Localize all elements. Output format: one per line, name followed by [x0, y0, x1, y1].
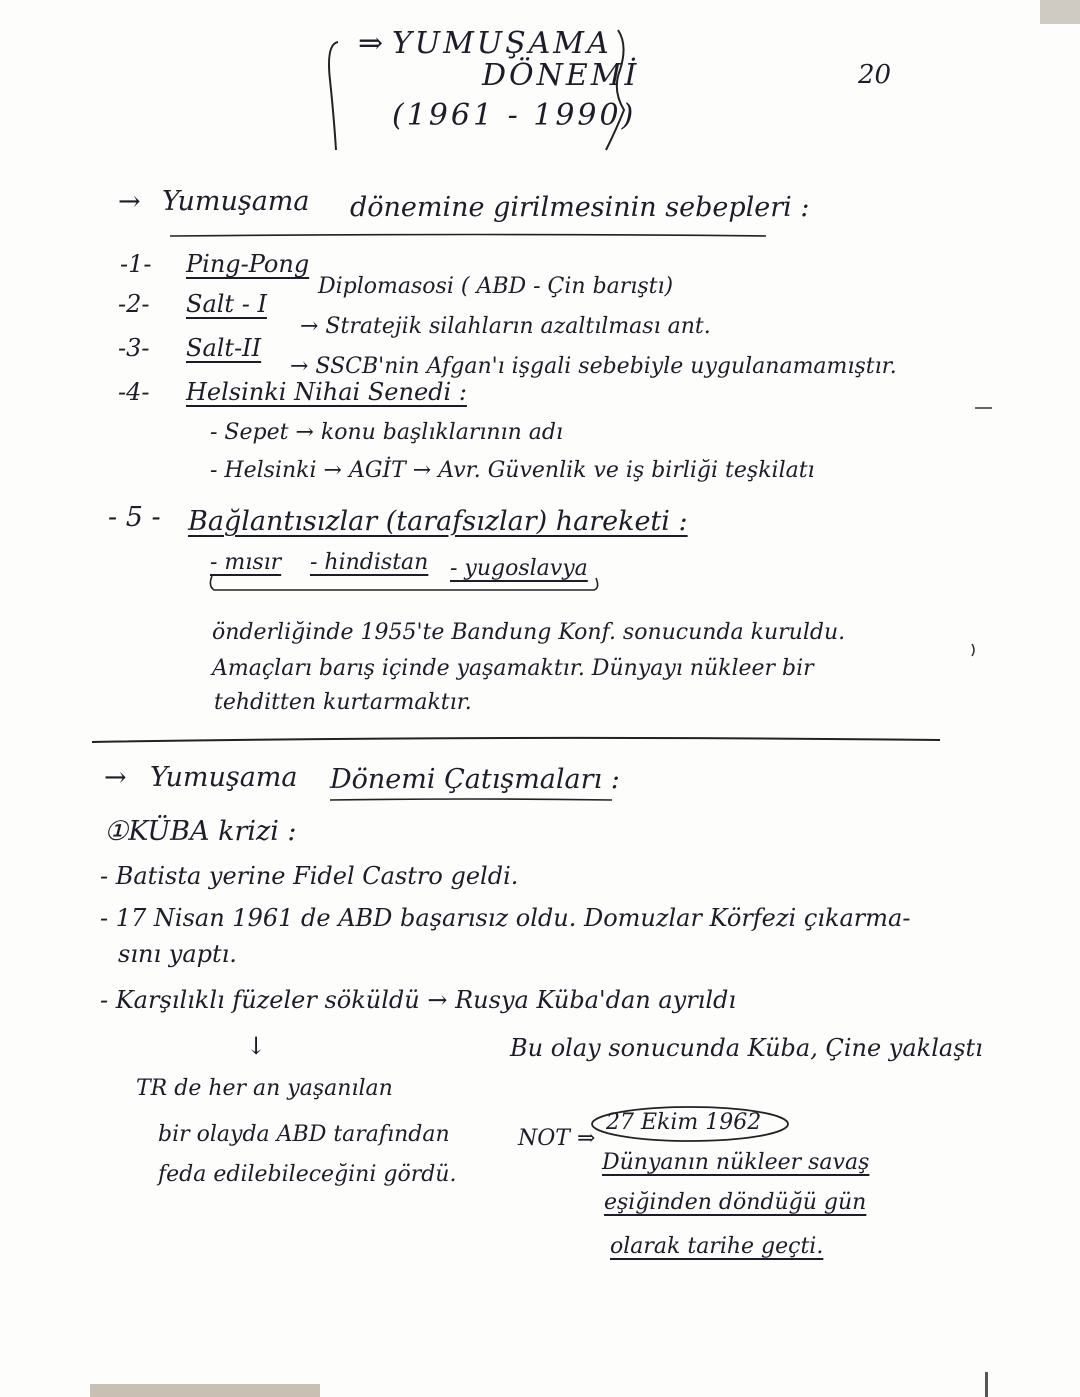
item-text: Diplomasosi ( ABD - Çin barıştı)	[318, 274, 674, 299]
description-line: tehditten kurtarmaktır.	[214, 690, 472, 715]
item-number: -3-	[118, 334, 150, 362]
note-date: 27 Ekim 1962	[606, 1110, 762, 1135]
note-label: NOT ⇒	[518, 1126, 596, 1151]
cuba-line: - 17 Nisan 1961 de ABD başarısız oldu. Domuzlar Körfezi çıkarma-	[100, 904, 911, 932]
country-yugoslavia: - yugoslavya	[450, 556, 588, 581]
note-line: olarak tarihe geçti.	[610, 1234, 824, 1259]
heading-arrow: →	[118, 186, 141, 217]
title-arrow: ⇒	[358, 26, 387, 61]
heading-left: Yumuşama	[162, 186, 310, 217]
turkey-line: TR de her an yaşanılan	[136, 1076, 393, 1101]
helsinki-sub-item: - Helsinki → AGİT → Avr. Güvenlik ve iş birliği teşkilatı	[210, 458, 815, 483]
item-text: → SSCB'nin Afgan'ı işgali sebebiyle uygulanamamıştır.	[290, 354, 897, 379]
description-line: Amaçları barış içinde yaşamaktır. Dünyayı nükleer bir	[212, 656, 814, 681]
description-line: önderliğinde 1955'te Bandung Konf. sonucunda kuruldu.	[212, 620, 846, 645]
heading-right: dönemine girilmesinin sebepleri :	[350, 192, 810, 223]
note-line: eşiğinden döndüğü gün	[604, 1190, 867, 1215]
item-number: -4-	[118, 378, 150, 406]
item-number: - 5 -	[108, 502, 161, 533]
cuba-line: sını yaptı.	[118, 940, 237, 968]
turkey-line: bir olayda ABD tarafından	[158, 1122, 450, 1147]
cuba-heading: ①KÜBA krizi :	[104, 816, 297, 847]
item-text: → Stratejik silahların azaltılması ant.	[300, 314, 711, 339]
helsinki-sub-item: - Sepet → konu başlıklarının adı	[210, 420, 563, 445]
heading-arrow: →	[104, 762, 127, 793]
title-line-3: (1961 - 1990)	[392, 98, 637, 133]
title-line-2: DÖNEMİ	[482, 58, 640, 93]
page-edge-mark	[985, 1372, 988, 1397]
item-number: -2-	[118, 290, 150, 318]
page-edge-strip	[90, 1384, 320, 1397]
item-label: Salt - I	[186, 290, 267, 318]
title-line-1: YUMUŞAMA	[392, 26, 612, 61]
item-label: Ping-Pong	[186, 250, 310, 278]
down-arrow: ↓	[246, 1032, 267, 1060]
country-egypt: - mısır	[210, 550, 282, 575]
item-label: Helsinki Nihai Senedi :	[186, 378, 467, 406]
heading-right: Dönemi Çatışmaları :	[330, 764, 620, 795]
cuba-line: Bu olay sonucunda Küba, Çine yaklaştı	[510, 1034, 983, 1062]
note-line: Dünyanın nükleer savaş	[602, 1150, 870, 1175]
item-label: Salt-II	[186, 334, 262, 362]
item-label: Bağlantısızlar (tarafsızlar) hareketi :	[188, 506, 688, 537]
cuba-line: - Batista yerine Fidel Castro geldi.	[100, 862, 519, 890]
item-number: -1-	[120, 250, 152, 278]
country-india: - hindistan	[310, 550, 429, 575]
page-number: 20	[858, 60, 892, 90]
heading-left: Yumuşama	[150, 762, 298, 793]
turkey-line: feda edilebileceğini gördü.	[158, 1162, 457, 1187]
cuba-line: - Karşılıklı füzeler söküldü → Rusya Küba'dan ayrıldı	[100, 986, 737, 1014]
